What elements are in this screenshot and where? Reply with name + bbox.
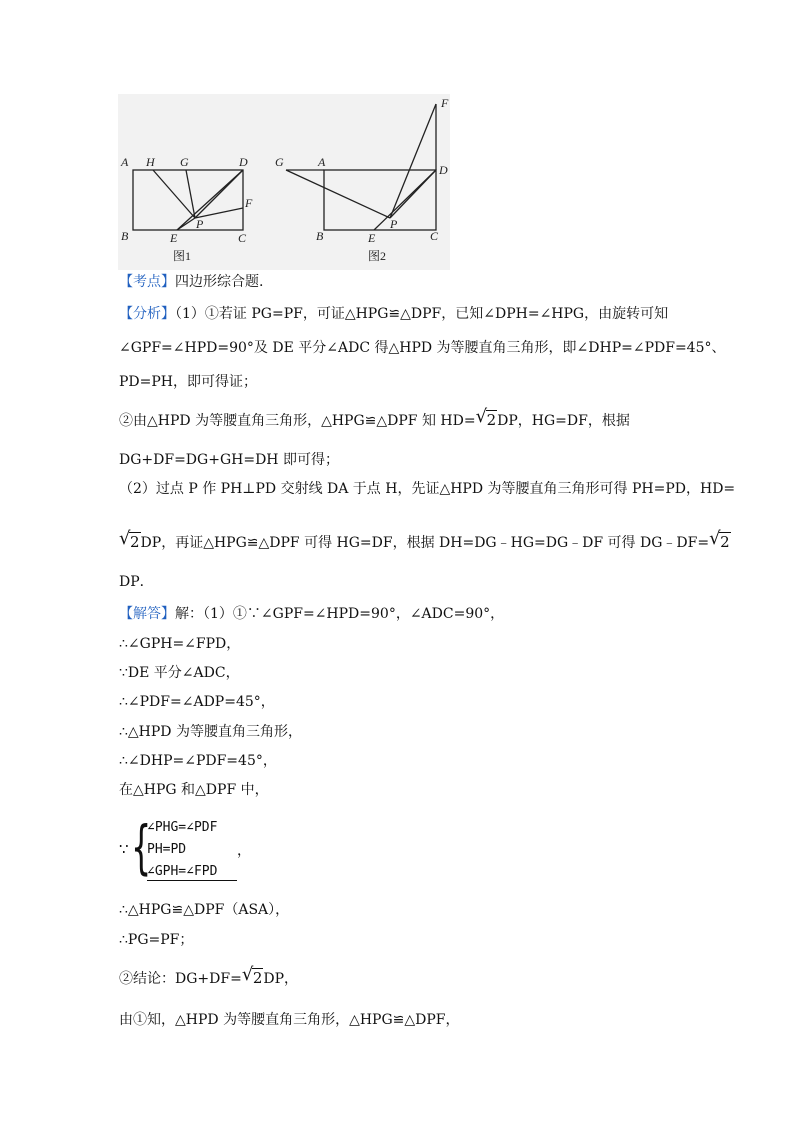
fenxi-line-6: （2）过点 P 作 PH⊥PD 交射线 DA 于点 H，先证△HPD 为等腰直角三角形可得 PH=PD，HD= <box>119 481 736 497</box>
fenxi-text-1: （1）①若证 PG=PF，可证△HPG≌△DPF，已知∠DPH=∠HPG，由旋转可知 <box>175 306 669 322</box>
fig1-caption: 图1 <box>173 249 192 263</box>
fig1-label-d: D <box>239 155 248 169</box>
fig1-line-hp <box>153 170 195 218</box>
jieda-text-1: 解：（1）①∵∠GPF=∠HPD=90°，∠ADC=90°， <box>175 606 505 622</box>
fig1-line-gp <box>186 170 195 218</box>
radicand: 2 <box>130 533 140 551</box>
fig1-line-ep <box>177 218 195 230</box>
brace-system <box>119 813 269 882</box>
fig1-label-e: E <box>170 231 178 245</box>
jieda-line-1 <box>119 604 504 624</box>
fig2-label-c: C <box>430 229 439 243</box>
radicand: 2 <box>486 411 497 429</box>
fig1-label-a: A <box>121 155 129 169</box>
fenxi-line-3: PD=PH，即可得证； <box>119 374 258 390</box>
figure1-shapes <box>133 170 243 230</box>
jieda-line-2: ∴∠GPH=∠FPD， <box>119 636 241 652</box>
radical-sign: √ <box>241 964 254 985</box>
fig1-label-c: C <box>238 231 247 245</box>
jieda-line-9: ∴PG=PF； <box>119 932 194 948</box>
fig1-label-f: F <box>245 196 253 210</box>
fenxi-line-2: ∠GPF=∠HPD=90°及 DE 平分∠ADC 得△HPD 为等腰直角三角形，即∠DHP=∠PDF=45°、 <box>119 340 726 356</box>
jieda-line-5: ∴△HPD 为等腰直角三角形， <box>119 724 302 740</box>
radical-sign: √ <box>119 528 131 549</box>
fig2-line-fp <box>390 104 436 218</box>
fig2-label-d: D <box>439 163 448 177</box>
brace-underline <box>147 880 237 881</box>
brace-row-2: PH=PD <box>147 842 187 857</box>
fenxi-tag: 【分析】 <box>119 306 175 322</box>
fig1-label-g: G <box>180 155 189 169</box>
fig2-line-de <box>374 170 436 230</box>
jieda-line-7: 在△HPG 和△DPF 中， <box>119 782 269 798</box>
fenxi-line-1 <box>119 304 668 324</box>
fenxi-line-7 <box>119 528 731 553</box>
fig2-line-gp <box>286 170 390 218</box>
kaodian-text: 四边形综合题. <box>175 274 264 290</box>
geometry-figure <box>118 94 450 270</box>
radical-sign: √ <box>475 406 488 427</box>
brace-comma: ， <box>237 843 251 859</box>
sqrt-two-2 <box>119 528 141 552</box>
fig1-label-p: P <box>196 217 204 231</box>
kaodian-tag: 【考点】 <box>119 274 175 290</box>
since-symbol: ∵ <box>119 840 129 858</box>
left-brace: { <box>131 813 152 881</box>
brace-row-1: ∠PHG=∠PDF <box>147 820 218 835</box>
brace-row-3: ∠GPH=∠FPD <box>147 864 218 879</box>
fig2-label-b: B <box>316 229 324 243</box>
fig2-label-f: F <box>441 96 449 110</box>
jieda-line-8: ∴△HPG≌△DPF（ASA）， <box>119 902 290 918</box>
fig1-line-de <box>177 170 243 230</box>
fenxi-text-7a: DP，再证△HPG≌△DPF 可得 HG=DF，根据 DH=DG﹣HG=DG﹣DF 可得 DG﹣DF= <box>140 535 710 551</box>
fig2-label-g: G <box>275 155 284 169</box>
kaodian-line <box>119 272 263 292</box>
fig2-label-a: A <box>318 155 326 169</box>
fenxi-line-4 <box>119 406 630 431</box>
fig2-caption: 图2 <box>368 249 387 263</box>
fenxi-line-8: DP． <box>119 574 154 590</box>
fenxi-line-5: DG+DF=DG+GH=DH 即可得； <box>119 452 339 468</box>
jieda-line-4: ∴∠PDF=∠ADP=45°， <box>119 694 275 710</box>
fenxi-text-4a: ②由△HPD 为等腰直角三角形，△HPG≌△DPF 知 HD= <box>119 413 476 429</box>
sqrt-two-1 <box>475 406 498 430</box>
sqrt-two-4 <box>241 964 264 988</box>
jieda-text-10a: ②结论：DG+DF= <box>119 971 242 987</box>
figure-svg <box>118 94 450 270</box>
jieda-line-11: 由①知，△HPD 为等腰直角三角形，△HPG≌△DPF， <box>119 1012 460 1028</box>
fenxi-text-4b: DP，HG=DF，根据 <box>497 413 630 429</box>
sqrt-two-3 <box>709 528 731 552</box>
figure2-shapes <box>286 104 436 230</box>
jieda-text-10b: DP， <box>263 971 299 987</box>
fig1-label-h: H <box>146 155 155 169</box>
jieda-tag: 【解答】 <box>119 606 175 622</box>
fig2-label-e: E <box>368 231 376 245</box>
fig2-label-p: P <box>390 217 398 231</box>
jieda-line-10 <box>119 964 299 989</box>
fig1-label-b: B <box>121 229 129 243</box>
jieda-line-6: ∴∠DHP=∠PDF=45°， <box>119 753 277 769</box>
radicand: 2 <box>720 533 730 551</box>
radical-sign: √ <box>709 528 721 549</box>
jieda-line-3: ∵DE 平分∠ADC， <box>119 665 240 681</box>
radicand: 2 <box>252 969 263 987</box>
fig2-rectangle <box>324 170 436 230</box>
